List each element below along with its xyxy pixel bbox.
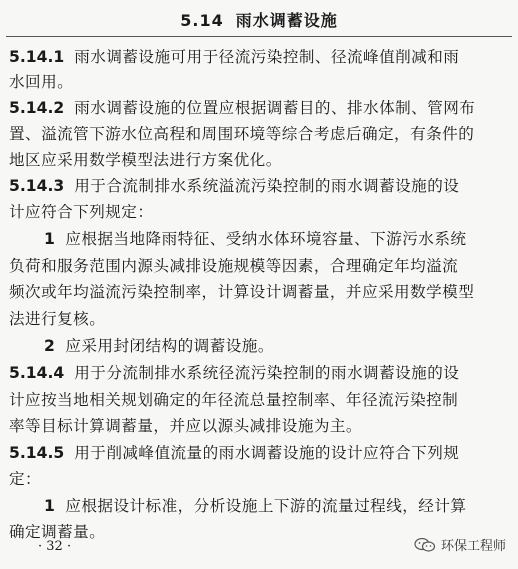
clause-text: 地区应采用数学模型法进行方案优化。: [9, 151, 282, 169]
clause-text: 置、溢流管下游水位高程和周围环境等综合考虑后确定，有条件的: [9, 125, 475, 143]
page-number: · 32 ·: [38, 539, 72, 554]
item-number: 1: [44, 497, 56, 515]
clause-text: 用于削减峰值流量的雨水调蓄设施的设计应符合下列规: [74, 444, 460, 462]
clause-line: [9, 416, 362, 436]
watermark: [414, 535, 506, 554]
item-text: 应采用封闭结构的调蓄设施。: [65, 337, 274, 355]
item-text: 频次或年均溢流污染控制率，计算设计调蓄量，并应采用数学模型: [9, 283, 475, 301]
clause-text: 雨水调蓄设施可用于径流污染控制、径流峰值削减和雨: [74, 48, 460, 66]
clause-number: 5.14.3: [9, 177, 65, 195]
clause-line: [9, 176, 459, 196]
clause-line: [9, 469, 41, 489]
clause-number: 5.14.5: [9, 444, 65, 462]
item-text: 确定调蓄量。: [9, 523, 106, 541]
clause-line: [9, 202, 153, 222]
clause-line: [9, 72, 73, 92]
item-text: 应根据当地降雨特征、受纳水体环境容量、下游污水系统: [65, 230, 467, 248]
watermark-text: 环保工程师: [440, 539, 506, 554]
clause-line: [9, 443, 459, 463]
section-number: 5.14: [180, 11, 224, 30]
item-number: 1: [44, 230, 56, 248]
wechat-icon: [414, 538, 436, 552]
clause-text: 定：: [9, 470, 42, 488]
item-text: 应根据设计标准，分析设施上下游的流量过程线，经计算: [65, 497, 467, 515]
clause-number: 5.14.4: [9, 364, 65, 382]
clause-line: [9, 124, 474, 144]
clause-text: 用于分流制排水系统径流污染控制的雨水调蓄设施的设: [74, 364, 460, 382]
section-heading: 雨水调蓄设施: [235, 11, 338, 30]
clause-line: [9, 390, 458, 410]
section-title: [0, 8, 518, 31]
heading-rule: [6, 36, 512, 37]
clause-line: [9, 47, 459, 67]
clause-line: [9, 363, 459, 383]
item-line: [9, 309, 105, 329]
clause-text: 计应符合下列规定：: [9, 203, 154, 221]
clause-number: 5.14.1: [9, 48, 65, 66]
item-line: [9, 256, 458, 276]
item-line: [44, 496, 466, 516]
item-text: 法进行复核。: [9, 310, 106, 328]
clause-text: 雨水调蓄设施的位置应根据调蓄目的、排水体制、管网布: [74, 99, 476, 117]
item-line: [9, 282, 474, 302]
clause-number: 5.14.2: [9, 99, 65, 117]
clause-text: 用于合流制排水系统溢流污染控制的雨水调蓄设施的设: [74, 177, 460, 195]
clause-line: [9, 150, 282, 170]
item-text: 负荷和服务范围内源头减排设施规模等因素，合理确定年均溢流: [9, 257, 459, 275]
clause-text: 率等目标计算调蓄量，并应以源头减排设施为主。: [9, 417, 362, 435]
item-number: 2: [44, 337, 56, 355]
item-line: [44, 336, 274, 356]
clause-line: [9, 98, 475, 118]
clause-text: 计应按当地相关规划确定的年径流总量控制率、年径流污染控制: [9, 391, 459, 409]
clause-text: 水回用。: [9, 73, 74, 91]
item-line: [44, 229, 466, 249]
